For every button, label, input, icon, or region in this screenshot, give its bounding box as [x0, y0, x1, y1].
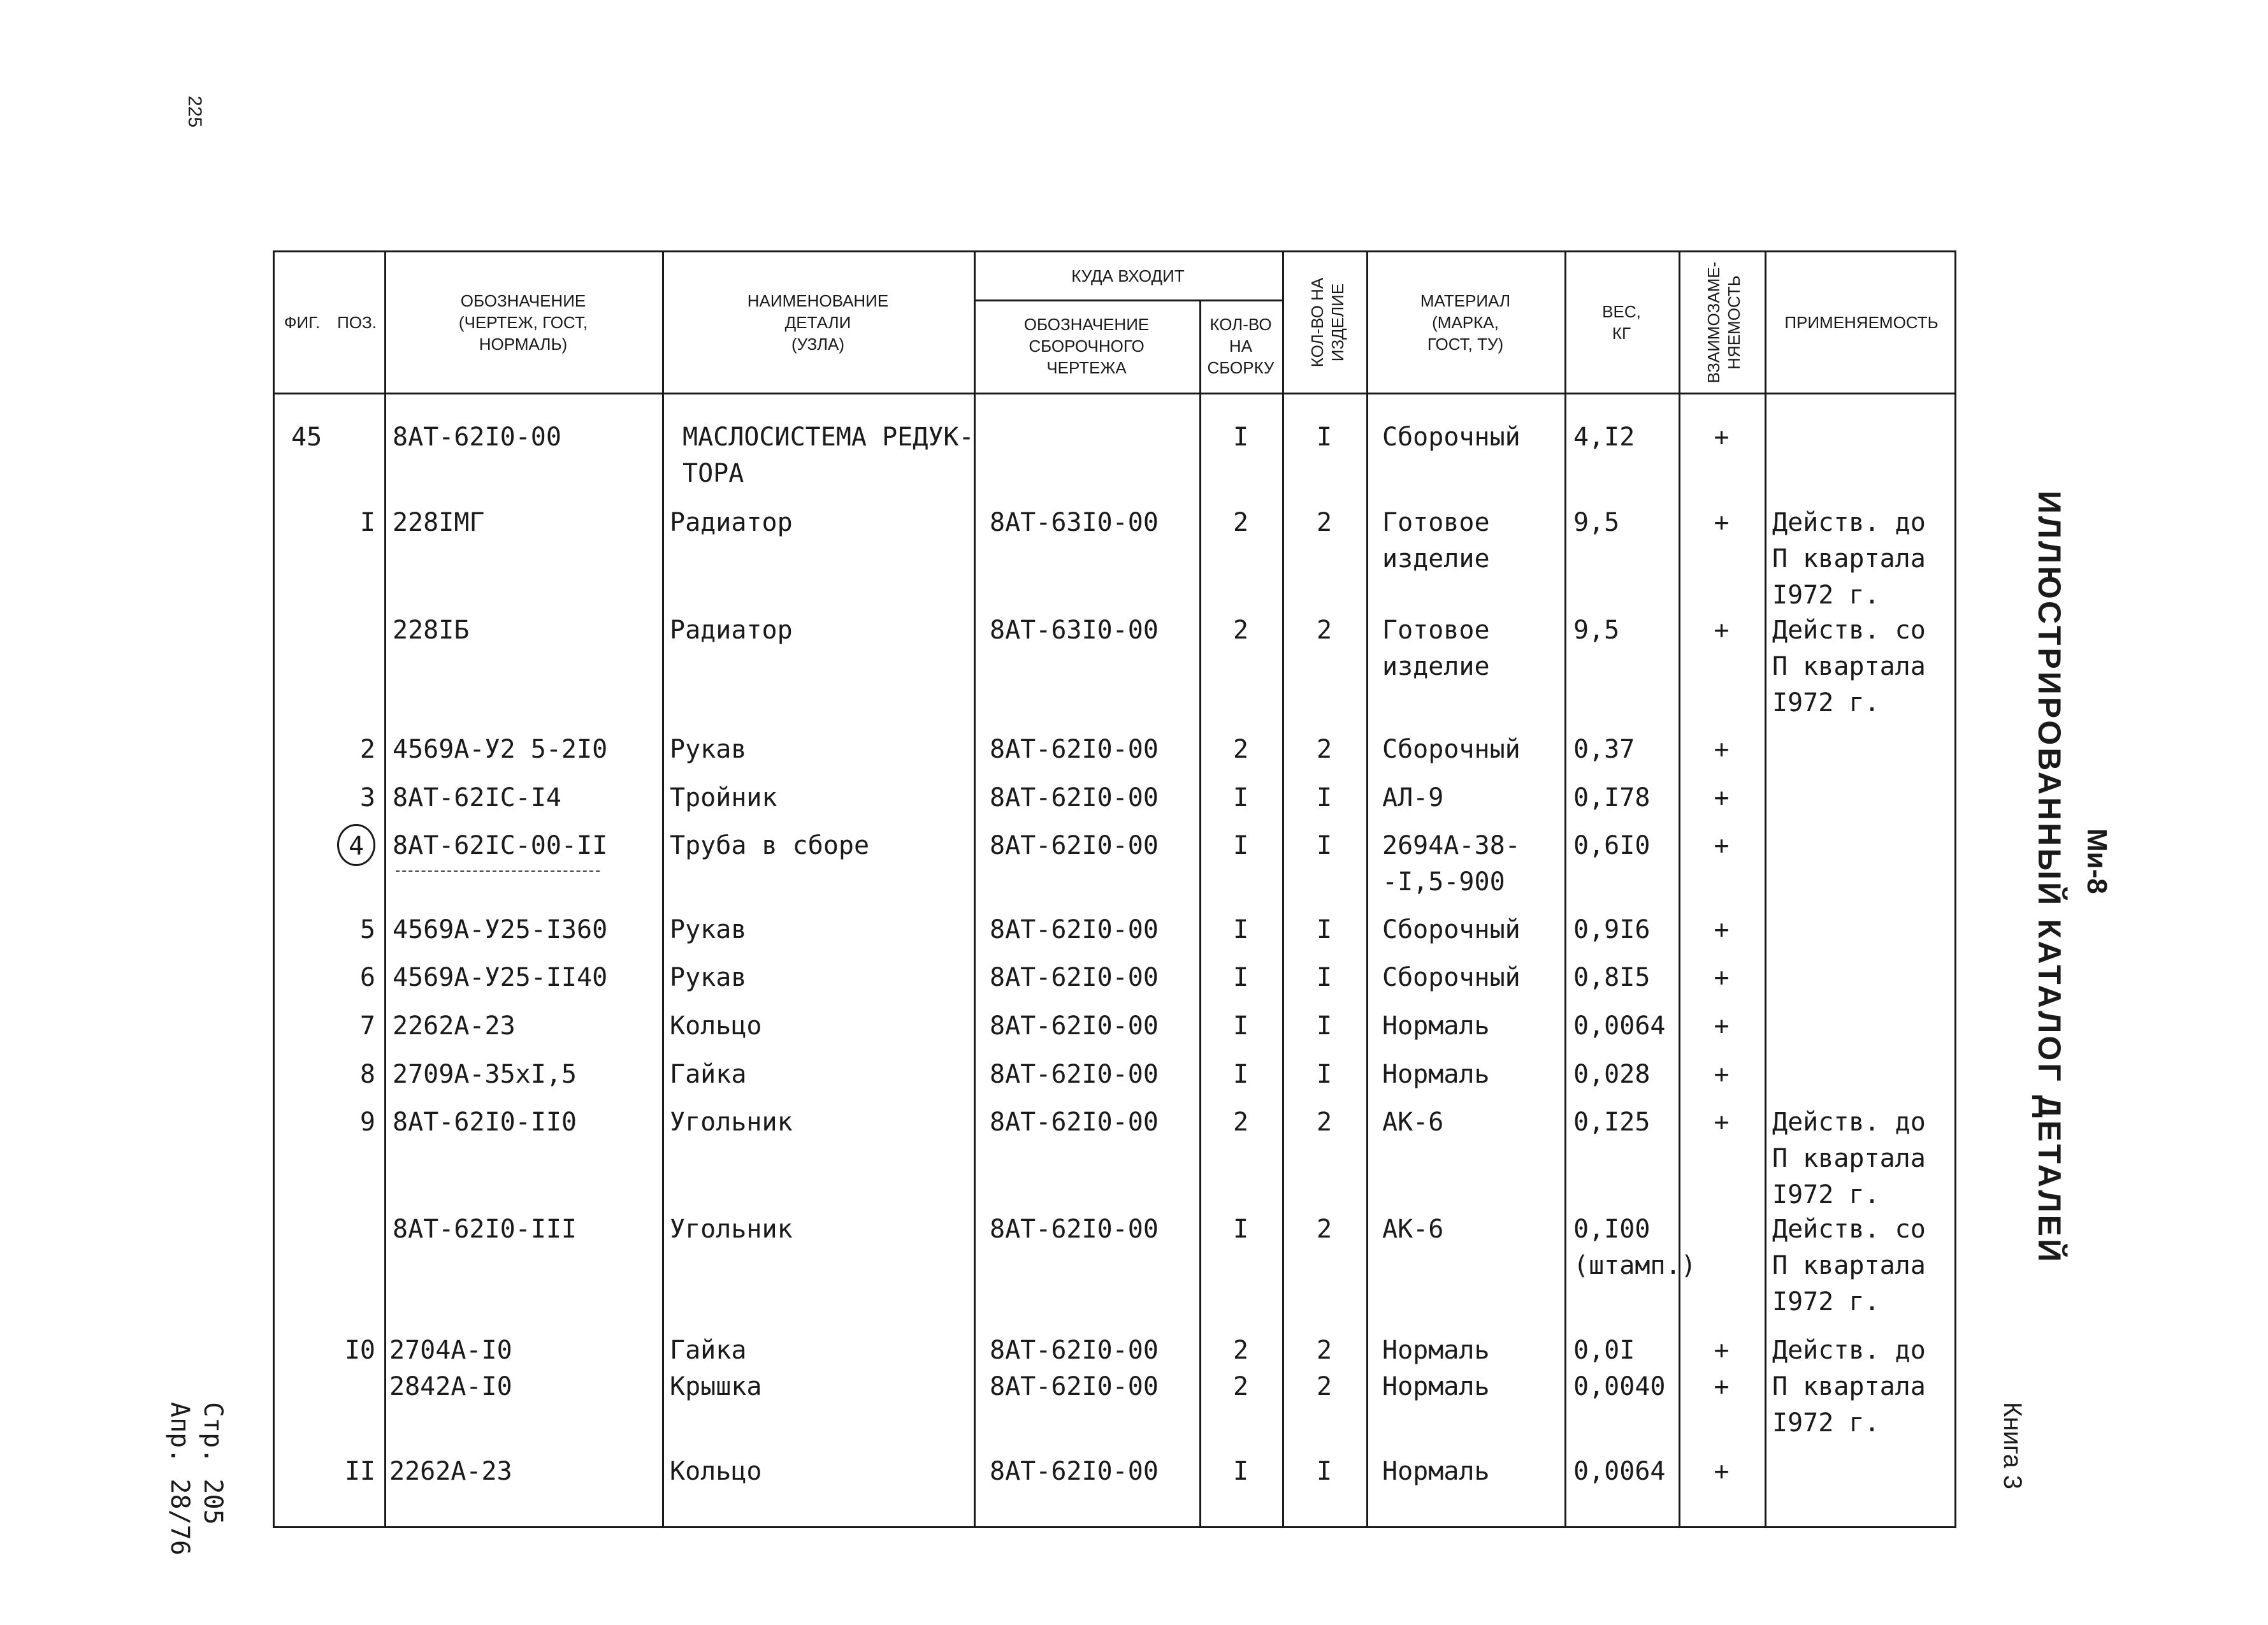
cell-qty-asm: 2: [1232, 508, 1249, 537]
cell-name: Тройник: [670, 783, 777, 812]
cell-qty-prod: I: [1316, 831, 1333, 860]
header-where-used: КУДА ВХОДИТ: [1071, 266, 1185, 285]
cell-pos-circled: 4: [337, 824, 375, 866]
cell-material: Сборочный: [1382, 735, 1520, 764]
cell-assembly: 8АТ-62I0-00: [990, 1215, 1159, 1244]
cell-qty-prod: 2: [1316, 735, 1333, 764]
cell-weight: 0,I00 (штамп.): [1573, 1215, 1696, 1280]
cell-qty-prod: 2: [1316, 1336, 1333, 1365]
cell-designation: 8АТ-62I0-00: [393, 422, 561, 452]
header-designation: ОБОЗНАЧЕНИЕ (ЧЕРТЕЖ, ГОСТ, НОРМАЛЬ): [458, 291, 588, 354]
revision-date: Апр. 28/76: [165, 1402, 194, 1556]
header-weight: ВЕС, КГ: [1602, 302, 1641, 343]
cell-applicability: Действ. со П квартала I972 г.: [1772, 1215, 1926, 1317]
cell-name: Угольник: [670, 1215, 793, 1244]
cell-qty-prod: 2: [1316, 508, 1333, 537]
cell-qty-prod: I: [1316, 422, 1333, 452]
cell-material: Нормаль: [1382, 1457, 1490, 1486]
cell-designation: 2704А-I0: [389, 1336, 512, 1365]
cell-name: Труба в сборе: [670, 831, 870, 860]
cell-name: Крышка: [670, 1372, 762, 1401]
cell-assembly: 8АТ-62I0-00: [990, 1060, 1159, 1089]
cell-qty-prod: I: [1316, 963, 1333, 992]
cell-material: Сборочный: [1382, 963, 1520, 992]
cell-material: АК-6: [1382, 1108, 1444, 1137]
header-material: МАТЕРИАЛ (МАРКА, ГОСТ, ТУ): [1420, 291, 1511, 354]
cell-pos: 6: [359, 963, 375, 992]
cell-interch: +: [1714, 1060, 1730, 1089]
cell-applicability: Действ. до П квартала I972 г.: [1772, 1108, 1926, 1210]
cell-assembly: 8АТ-62I0-00: [990, 735, 1159, 764]
cell-qty-asm: 2: [1232, 1108, 1249, 1137]
cell-qty-asm: I: [1232, 422, 1249, 452]
cell-qty-asm: 2: [1232, 616, 1249, 645]
header-assembly-drawing: ОБОЗНАЧЕНИЕ СБОРОЧНОГО ЧЕРТЕЖА: [1023, 315, 1150, 377]
cell-interch: +: [1714, 508, 1730, 537]
cell-assembly: 8АТ-62I0-00: [990, 1372, 1159, 1401]
cell-assembly: 8АТ-62I0-00: [990, 1108, 1159, 1137]
cell-applicability: Действ. до П квартала I972 г.: [1772, 1336, 1926, 1438]
cell-interch: +: [1714, 831, 1730, 860]
cell-name: Кольцо: [670, 1011, 762, 1041]
cell-designation: 2262А-23: [393, 1011, 516, 1041]
cell-weight: 4,I2: [1573, 422, 1635, 452]
page-line: Стр. 205: [198, 1402, 228, 1525]
cell-assembly: 8АТ-62I0-00: [990, 1457, 1159, 1486]
header-name: НАИМЕНОВАНИЕ ДЕТАЛИ (УЗЛА): [747, 291, 889, 354]
cell-weight: 0,0040: [1573, 1372, 1666, 1401]
cell-interch: +: [1714, 1457, 1730, 1486]
cell-material: Готовое изделие: [1382, 616, 1490, 681]
cell-weight: 0,I78: [1573, 783, 1650, 812]
cell-designation: 2842А-I0: [389, 1372, 512, 1401]
cell-pos: 8: [359, 1060, 375, 1089]
cell-qty-prod: I: [1316, 1060, 1333, 1089]
cell-name: Рукав: [670, 915, 747, 944]
cell-material: 2694А-38- -I,5-900: [1382, 831, 1520, 897]
parts-table: [273, 250, 1956, 1528]
cell-pos: 3: [359, 783, 375, 812]
cell-qty-prod: 2: [1316, 616, 1333, 645]
cell-qty-prod: I: [1316, 1011, 1333, 1041]
cell-qty-prod: 2: [1316, 1108, 1333, 1137]
cell-weight: 0,0064: [1573, 1457, 1666, 1486]
cell-assembly: 8АТ-62I0-00: [990, 1011, 1159, 1041]
book-label: Книга 3: [1998, 1402, 2026, 1490]
cell-interch: +: [1714, 735, 1730, 764]
cell-pos: II: [344, 1457, 375, 1486]
cell-interch: +: [1714, 1108, 1730, 1137]
cell-weight: 0,I25: [1573, 1108, 1650, 1137]
cell-designation: 2262А-23: [389, 1457, 512, 1486]
cell-designation: 2709А-35хI,5: [393, 1060, 577, 1089]
cell-material: Сборочный: [1382, 422, 1520, 452]
cell-qty-asm: I: [1232, 1060, 1249, 1089]
cell-qty-asm: I: [1232, 915, 1249, 944]
cell-applicability: Действ. со П квартала I972 г.: [1772, 616, 1926, 718]
cell-designation: 228IБ: [393, 616, 470, 645]
cell-interch: +: [1714, 616, 1730, 645]
cell-interch: +: [1714, 1336, 1730, 1365]
cell-material: Нормаль: [1382, 1011, 1490, 1041]
cell-qty-asm: 2: [1232, 1336, 1249, 1365]
cell-interch: +: [1714, 1372, 1730, 1401]
cell-pos: 7: [359, 1011, 375, 1041]
cell-assembly: 8АТ-62I0-00: [990, 915, 1159, 944]
header-qty-product: КОЛ-ВО НА ИЗДЕЛИЕ: [1308, 277, 1347, 368]
cell-name: Радиатор: [670, 616, 793, 645]
cell-assembly: 8АТ-62I0-00: [990, 783, 1159, 812]
cell-applicability: Действ. до П квартала I972 г.: [1772, 508, 1926, 610]
cell-interch: +: [1714, 783, 1730, 812]
cell-designation: 228IМГ: [393, 508, 485, 537]
cell-interch: +: [1714, 963, 1730, 992]
cell-pos: I: [359, 508, 375, 537]
cell-qty-asm: I: [1232, 1215, 1249, 1244]
cell-qty-prod: I: [1316, 1457, 1333, 1486]
cell-weight: 0,8I5: [1573, 963, 1650, 992]
cell-weight: 0,0064: [1573, 1011, 1666, 1041]
cell-assembly: 8АТ-62I0-00: [990, 1336, 1159, 1365]
cell-weight: 9,5: [1573, 616, 1620, 645]
cell-material: Готовое изделие: [1382, 508, 1490, 574]
cell-pos: 2: [359, 735, 375, 764]
cell-qty-prod: I: [1316, 915, 1333, 944]
page-number: 225: [184, 96, 205, 128]
cell-designation: 4569А-У25-II40: [393, 963, 608, 992]
cell-qty-prod: 2: [1316, 1215, 1333, 1244]
aircraft-model: Ми-8: [2081, 828, 2113, 894]
cell-designation: 8АТ-62I0-III: [393, 1215, 577, 1244]
cell-assembly: 8АТ-63I0-00: [990, 616, 1159, 645]
cell-material: Нормаль: [1382, 1372, 1490, 1401]
cell-name: Гайка: [670, 1336, 747, 1365]
cell-qty-asm: I: [1232, 783, 1249, 812]
cell-qty-asm: I: [1232, 1011, 1249, 1041]
cell-designation: 4569А-У25-I360: [393, 915, 608, 944]
cell-material: АК-6: [1382, 1215, 1444, 1244]
cell-assembly: 8АТ-63I0-00: [990, 508, 1159, 537]
cell-qty-prod: 2: [1316, 1372, 1333, 1401]
cell-qty-asm: I: [1232, 963, 1249, 992]
cell-qty-asm: I: [1232, 831, 1249, 860]
header-qty-assembly: КОЛ-ВО НА СБОРКУ: [1207, 315, 1275, 377]
header-interchangeability: ВЗАИМОЗАМЕ- НЯЕМОСТЬ: [1704, 261, 1744, 384]
cell-material: Нормаль: [1382, 1060, 1490, 1089]
header-applicability: ПРИМЕНЯЕМОСТЬ: [1784, 313, 1939, 332]
cell-name: МАСЛОСИСТЕМА РЕДУК- ТОРА: [683, 422, 974, 488]
cell-material: Сборочный: [1382, 915, 1520, 944]
cell-interch: +: [1714, 1011, 1730, 1041]
cell-pos: 9: [359, 1108, 375, 1137]
cell-material: АЛ-9: [1382, 783, 1444, 812]
cell-weight: 9,5: [1573, 508, 1620, 537]
cell-pos: 5: [359, 915, 375, 944]
header-fig: ФИГ.: [284, 313, 321, 332]
cell-pos: I0: [344, 1336, 375, 1365]
cell-assembly: 8АТ-62I0-00: [990, 831, 1159, 860]
cell-designation: 8АТ-62IС-00-II: [393, 831, 608, 860]
cell-interch: +: [1714, 915, 1730, 944]
cell-weight: 0,0I: [1573, 1336, 1635, 1365]
cell-material: Нормаль: [1382, 1336, 1490, 1365]
cell-assembly: 8АТ-62I0-00: [990, 963, 1159, 992]
dashed-underline: [396, 870, 600, 872]
cell-weight: 0,37: [1573, 735, 1635, 764]
cell-qty-prod: I: [1316, 783, 1333, 812]
header-pos: ПОЗ.: [337, 313, 377, 332]
cell-qty-asm: 2: [1232, 735, 1249, 764]
cell-weight: 0,9I6: [1573, 915, 1650, 944]
cell-qty-asm: I: [1232, 1457, 1249, 1486]
cell-name: Радиатор: [670, 508, 793, 537]
cell-name: Рукав: [670, 735, 747, 764]
cell-qty-asm: 2: [1232, 1372, 1249, 1401]
cell-name: Кольцо: [670, 1457, 762, 1486]
cell-weight: 0,6I0: [1573, 831, 1650, 860]
cell-weight: 0,028: [1573, 1060, 1650, 1089]
cell-name: Угольник: [670, 1108, 793, 1137]
cell-interch: +: [1714, 422, 1730, 452]
cell-name: Гайка: [670, 1060, 747, 1089]
cell-name: Рукав: [670, 963, 747, 992]
cell-designation: 8АТ-62I0-II0: [393, 1108, 577, 1137]
cell-designation: 8АТ-62IС-I4: [393, 783, 561, 812]
catalog-title: ИЛЛЮСТРИРОВАННЫЙ КАТАЛОГ ДЕТАЛЕЙ: [2032, 491, 2067, 1264]
cell-designation: 4569А-У2 5-2I0: [393, 735, 608, 764]
cell-fig: 45: [291, 422, 322, 452]
page-info: [163, 1402, 229, 1556]
